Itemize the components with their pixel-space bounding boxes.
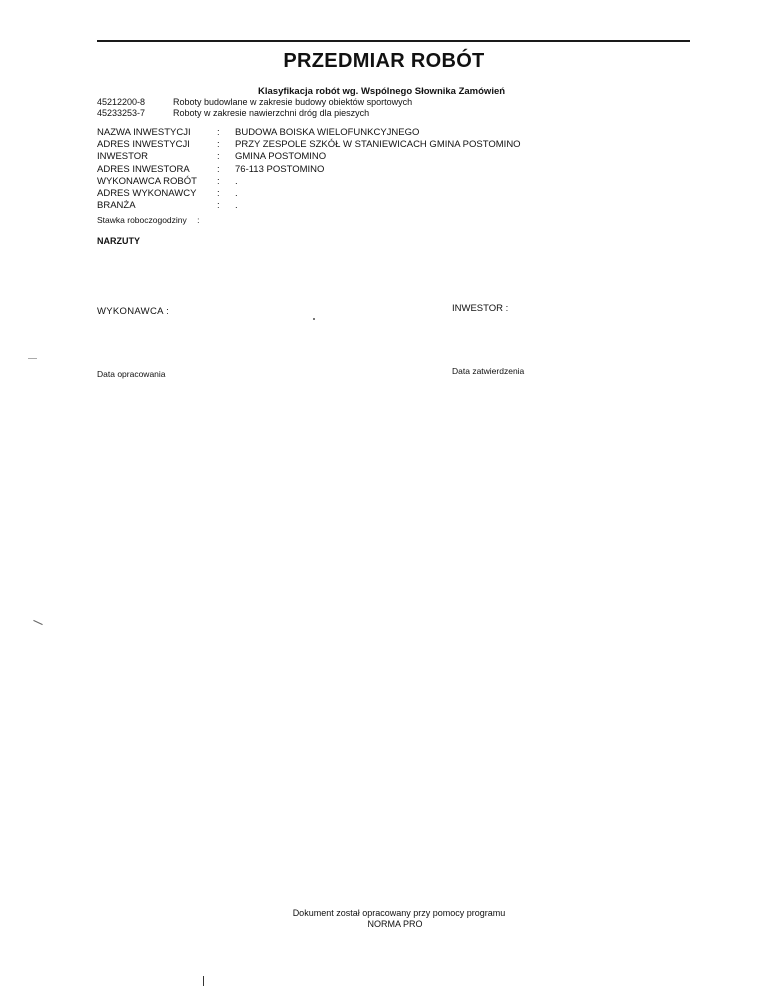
hourly-rate-label: Stawka roboczogodziny: [97, 215, 187, 225]
info-label: ADRES INWESTORA: [97, 163, 190, 175]
cpv-description: Roboty budowlane w zakresie budowy obiektów sportowych: [173, 97, 413, 107]
info-row-investment-name: [97, 127, 521, 139]
hourly-rate-colon: :: [197, 215, 200, 225]
investor-signature-label: INWESTOR :: [452, 303, 509, 314]
info-colon: :: [217, 188, 220, 200]
scan-speck: [33, 620, 42, 625]
footer-note: [0, 908, 768, 930]
document-title: PRZEDMIAR ROBÓT: [283, 50, 485, 72]
info-colon: :: [217, 139, 220, 151]
cpv-code: 45233253-7: [97, 108, 146, 118]
cpv-list: [97, 97, 412, 119]
date-prepared-label: Data opracowania: [97, 369, 166, 379]
top-rule: [97, 40, 690, 42]
info-colon: :: [217, 200, 220, 212]
info-row-investor-address: [97, 164, 521, 176]
date-approved-label: Data zatwierdzenia: [452, 366, 525, 376]
info-row-investment-address: [97, 139, 521, 151]
info-label: ADRES WYKONAWCY: [97, 188, 197, 200]
info-colon: :: [217, 175, 220, 187]
surcharges-heading: NARZUTY: [97, 236, 140, 246]
info-label: NAZWA INWESTYCJI: [97, 127, 191, 138]
info-colon: :: [217, 127, 220, 138]
info-value: .: [235, 200, 238, 212]
scan-speck: [313, 318, 315, 320]
footer-line-program: Dokument został opracowany przy pomocy programu: [292, 908, 506, 918]
info-row-contractor-address: [97, 188, 521, 200]
info-value: PRZY ZESPOLE SZKÓŁ W STANIEWICACH GMINA POSTOMINO: [235, 139, 521, 151]
footer-line-software: NORMA PRO: [367, 919, 423, 929]
info-label: INWESTOR: [97, 151, 149, 163]
info-label: ADRES INWESTYCJI: [97, 139, 190, 151]
info-row-investor: [97, 151, 521, 163]
info-row-contractor: [97, 176, 521, 188]
contractor-signature-label: WYKONAWCA :: [97, 306, 170, 317]
info-colon: :: [217, 163, 220, 175]
classification-heading: Klasyfikacja robót wg. Wspólnego Słownika Zamówień: [258, 86, 506, 97]
info-value: GMINA POSTOMINO: [235, 151, 327, 163]
cpv-row: [97, 97, 412, 108]
cpv-code: 45212200-8: [97, 97, 146, 107]
info-label: BRANŻA: [97, 200, 136, 212]
cpv-description: Roboty w zakresie nawierzchni dróg dla pieszych: [173, 108, 370, 118]
info-value: .: [235, 175, 238, 187]
hourly-rate-line: [97, 215, 200, 225]
info-label: WYKONAWCA ROBÓT: [97, 175, 197, 187]
info-value: .: [235, 188, 238, 200]
info-colon: :: [217, 151, 220, 163]
info-value: BUDOWA BOISKA WIELOFUNKCYJNEGO: [235, 127, 420, 138]
scan-speck: [28, 358, 37, 359]
scan-speck: [203, 976, 204, 986]
info-value: 76-113 POSTOMINO: [235, 163, 325, 175]
investment-info-table: [97, 127, 521, 212]
cpv-row: [97, 108, 412, 119]
info-row-trade: [97, 200, 521, 212]
